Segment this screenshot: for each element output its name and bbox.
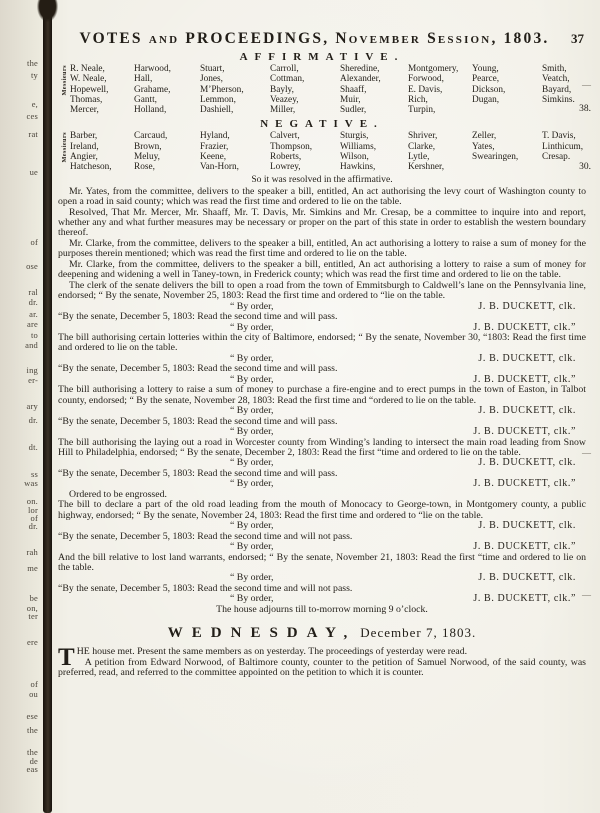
voter-name: Clarke, (408, 141, 436, 152)
body-paragraph: “By the senate, December 5, 1803: Read the second time and will pass. (58, 311, 338, 323)
margin-text-fragment: rat (28, 129, 38, 139)
voter-name: T. Davis, (542, 131, 576, 142)
margin-text-fragment: ral (28, 287, 38, 297)
margin-dash-mark: — (582, 590, 591, 600)
voter-name: Zeller, (472, 131, 497, 142)
body-paragraph: “By the senate, December 5, 1803: Read the second time and will not pass. (58, 530, 353, 542)
page-title: VOTES and PROCEEDINGS, November Session, 1803. (79, 30, 550, 47)
vote-column (542, 64, 575, 115)
voter-name: Simkins. (542, 94, 575, 105)
voter-name: Alexander, (340, 74, 381, 85)
vote-column (270, 64, 340, 115)
voter-name: Van-Horn, (200, 162, 239, 173)
page-header (58, 30, 586, 48)
margin-text-fragment: ere (27, 637, 38, 647)
body-paragraph: “By the senate, December 5, 1803: Read the second time and will pass. (58, 467, 338, 479)
voter-name: Bayard, (542, 84, 572, 95)
by-order-label: “ By order, (230, 572, 274, 584)
clerk-signature: J. B. DUCKETT, clk. (478, 520, 576, 532)
voter-name: Pearce, (472, 74, 500, 85)
dropcap-letter: T (58, 644, 75, 672)
voter-name: Montgomery, (408, 64, 459, 74)
negative-heading: NEGATIVE. (260, 118, 384, 131)
clerk-signature: J. B. DUCKETT, clk. (478, 352, 576, 364)
voter-name: Swearingen, (472, 152, 519, 163)
body-paragraph: “By the senate, December 5, 1803: Read the second time and will not pass. (58, 582, 353, 594)
vote-column (70, 131, 134, 172)
voter-name: Cresap. (542, 152, 571, 163)
voter-name: Cottman, (270, 74, 305, 85)
voter-name: Veatch, (542, 74, 570, 85)
margin-text-fragment: the (27, 747, 38, 757)
body-paragraph: Mr. Clarke, from the committee, delivers to the speaker a bill, entitled, An act authorising a lottery to raise a sum of money for the purposes therein mentioned; which was read the first time and ordered to lie on the table. (58, 237, 586, 260)
margin-text-fragment: on. (26, 496, 38, 506)
negative-table (61, 131, 591, 173)
margin-text-fragment: ose (26, 261, 38, 271)
voter-name: Young, (472, 64, 499, 74)
messieurs-label: Messieurs (61, 65, 68, 96)
voter-name: Ireland, (70, 141, 99, 152)
margin-text-fragment: eas (26, 764, 38, 774)
voter-name: Dashiell, (200, 105, 234, 116)
margin-text-fragment: de (29, 756, 38, 766)
order-line (58, 542, 586, 552)
voter-name: Thomas, (70, 94, 103, 105)
body-paragraph: The bill authorising the laying out a road in Worcester county from Winding’s landing to intersect the main road leading from Snow Hill to Philadelphia, endorsed; “ By the senate, December 2, 1803: Read the first “time and ordered to lie on the table. (58, 436, 586, 458)
margin-text-fragment: dr. (28, 297, 38, 307)
voter-name: Rich, (408, 94, 428, 105)
margin-text-fragment: lor (27, 505, 38, 515)
voter-name: E. Davis, (408, 84, 443, 95)
voter-name: Kershner, (408, 162, 445, 173)
voter-name: Calvert, (270, 131, 300, 142)
margin-text-fragment: er- (28, 375, 38, 385)
margin-text-fragment: ue (29, 167, 38, 177)
margin-dash-mark: — (582, 448, 591, 458)
by-order-label: “ By order, (230, 520, 274, 532)
voter-name: Brown, (134, 141, 162, 152)
by-order-label: “ By order, (230, 300, 274, 312)
voter-name: Carcaud, (134, 131, 168, 142)
voter-name: Gantt, (134, 94, 157, 105)
voter-name: Jones, (200, 74, 223, 85)
margin-text-fragment: ese (26, 711, 38, 721)
margin-text-fragment: dr. (28, 415, 38, 425)
voter-name: Wilson, (340, 152, 369, 163)
by-order-label: “ By order, (230, 352, 274, 364)
voter-name: W. Neale, (70, 74, 107, 85)
voter-name: Sturgis, (340, 131, 369, 142)
body-paragraph: Mr. Clarke, from the committee, delivers to the speaker a bill, entitled, An act authorising a lottery to raise a sum of money for deepening and widening a well in Taney-town, in Frederick county; which was read the first time and ordered to lie on the table. (58, 258, 586, 281)
voter-name: R. Neale, (70, 64, 105, 74)
voter-name: Linthicum, (542, 141, 584, 152)
vote-column (340, 131, 408, 172)
voter-name: Mercer, (70, 105, 99, 116)
body-paragraph: Resolved, That Mr. Mercer, Mr. Shaaff, Mr. T. Davis, Mr. Simkins and Mr. Cresap, be a committee to inquire into and report, whether any and what further measures may be necessary or proper on the part of this state in order to establish the western boundary thereof. (58, 206, 586, 239)
clerk-signature: J. B. DUCKETT, clk.” (473, 593, 576, 605)
proceedings-body (58, 187, 586, 616)
voter-name: Veazey, (270, 94, 299, 105)
margin-dash-mark: — (582, 80, 591, 90)
margin-text-fragment: e, (31, 99, 38, 109)
voter-name: Lytle, (408, 152, 430, 163)
wednesday-second-paragraph: A petition from Edward Norwood, of Baltimore county, counter to the petition of Samuel Norwood, of the said county, was preferred, read, and referred to the committee appointed on the petition to which it is counter. (58, 656, 586, 679)
margin-text-fragment: are (27, 319, 38, 329)
clerk-signature: J. B. DUCKETT, clk. (478, 405, 576, 417)
margin-text-fragment: dr. (28, 521, 38, 531)
affirmative-table (61, 64, 591, 116)
vote-column (472, 131, 542, 172)
resolution-line: So it was resolved in the affirmative. (251, 173, 393, 185)
wednesday-body (58, 644, 586, 679)
margin-text-fragment: dt. (28, 442, 38, 452)
voter-name: Grahame, (134, 84, 171, 95)
vote-column (408, 131, 472, 172)
wednesday-day-label: WEDNESDAY, (167, 625, 357, 642)
margin-text-fragment: me (27, 563, 38, 573)
page-content (58, 30, 591, 679)
margin-text-fragment: ou (29, 689, 38, 699)
clerk-signature: J. B. DUCKETT, clk.” (473, 321, 576, 333)
body-paragraph: The bill authorising a lottery to raise a sum of money to purchase a fire-engine and to erect pumps in the town of Easton, in Talbot county, endorsed; “ By the senate, November 28, 1803: Read the first time and “ordered to lie on the table. (58, 384, 586, 406)
by-order-label: “ By order, (230, 478, 274, 490)
vote-column (270, 131, 340, 172)
voter-name: Hyland, (200, 131, 230, 142)
clerk-signature: J. B. DUCKETT, clk.” (473, 426, 576, 438)
margin-text-fragment: ss (30, 469, 38, 479)
voter-name: Miller, (270, 105, 296, 116)
voter-name: Shriver, (408, 131, 438, 142)
body-paragraph: “By the senate, December 5, 1803: Read the second time and will pass. (58, 415, 338, 427)
margin-text-fragment: on, (26, 603, 38, 613)
vote-column (408, 64, 472, 115)
voter-name: Muir, (340, 94, 361, 105)
margin-text-fragment: of (30, 237, 38, 247)
by-order-label: “ By order, (230, 457, 274, 469)
voter-name: Yates, (472, 141, 495, 152)
voter-name: Williams, (340, 141, 377, 152)
voter-name: Dugan, (472, 94, 500, 105)
order-line (58, 427, 586, 437)
body-paragraph: And the bill relative to lost land warrants, endorsed; “ By the senate, November 21, 1803: Read the first “time and ordered to lie on the table. (58, 551, 586, 573)
by-order-label: “ By order, (230, 405, 274, 417)
binding-bar (43, 0, 52, 813)
voter-name: Thompson, (270, 141, 313, 152)
clerk-signature: J. B. DUCKETT, clk. (478, 572, 576, 584)
messieurs-label: Messieurs (61, 132, 68, 164)
voter-name: Holland, (134, 105, 167, 116)
clerk-signature: J. B. DUCKETT, clk.” (473, 373, 576, 385)
voter-name: Smith, (542, 64, 567, 74)
by-order-label: “ By order, (230, 373, 274, 385)
voter-name: Lemmon, (200, 94, 236, 105)
vote-column (134, 64, 200, 115)
by-order-label: “ By order, (230, 426, 274, 438)
affirmative-count: 38. (579, 104, 591, 115)
margin-text-fragment: be (29, 593, 38, 603)
margin-text-fragment: rah (26, 547, 38, 557)
voter-name: Harwood, (134, 64, 171, 74)
margin-text-fragment: ces (26, 111, 38, 121)
voter-name: Hawkins, (340, 162, 376, 173)
margin-text-fragment: ing (26, 365, 38, 375)
voter-name: Shaaff, (340, 84, 367, 95)
margin-text-fragment: of (30, 679, 38, 689)
by-order-label: “ By order, (230, 321, 274, 333)
vote-column (200, 131, 270, 172)
affirmative-heading: AFFIRMATIVE. (239, 51, 405, 63)
vote-column (200, 64, 270, 115)
body-paragraph: “By the senate, December 5, 1803: Read the second time and will pass. (58, 363, 338, 375)
margin-text-fragment: and (25, 340, 38, 350)
voter-name: Turpin, (408, 105, 436, 116)
negative-count: 30. (579, 161, 591, 172)
voter-name: Sudler, (340, 105, 367, 116)
margin-text-fragment: the (27, 725, 38, 735)
body-paragraph: The clerk of the senate delivers the bill to open a road from the town of Emmitsburgh to Caldwell’s lane on the Pennsylvania line, endorsed; “ By the senate, November 25, 1803: Read the first time and ordered to “lie on the table. (58, 279, 586, 302)
voter-name: Hopewell, (70, 84, 109, 95)
body-paragraph: The bill authorising certain lotteries within the city of Baltimore, endorsed; “ By the senate, November 30, “1803: Read the first time and ordered to lie on the table. (58, 332, 586, 354)
margin-text-fragment: of (30, 513, 38, 523)
margin-text-fragment: ary (26, 401, 38, 411)
vote-column (472, 64, 542, 115)
vote-column (340, 64, 408, 115)
paragraph-text: HE house met. Present the same members as on yesterday. The proceedings of yesterday were read. (76, 646, 468, 658)
voter-name: Hatcheson, (70, 162, 112, 173)
margin-text-fragment: ter (28, 611, 38, 621)
voter-name: Meluy, (134, 152, 160, 163)
by-order-label: “ By order, (230, 541, 274, 553)
voter-name: Hall, (134, 74, 153, 85)
clerk-signature: J. B. DUCKETT, clk.” (473, 541, 576, 553)
voter-name: Lowrey, (270, 162, 301, 173)
vote-column (70, 64, 134, 115)
voter-name: Frazier, (200, 141, 229, 152)
wednesday-date-label: December 7, 1803. (360, 625, 477, 641)
clerk-signature: J. B. DUCKETT, clk. (478, 457, 576, 469)
by-order-label: “ By order, (230, 593, 274, 605)
voter-name: Rose, (134, 162, 155, 173)
margin-text-fragment: to (30, 330, 38, 340)
voter-name: M’Pherson, (200, 84, 244, 95)
voter-name: Roberts, (270, 152, 302, 163)
voter-name: Stuart, (200, 64, 225, 74)
voter-name: Carroll, (270, 64, 299, 74)
page-number: 37 (571, 31, 584, 46)
body-paragraph: Ordered to be engrossed. (69, 488, 167, 500)
margin-text-fragment: ar. (29, 309, 38, 319)
voter-name: Keene, (200, 152, 227, 163)
vote-column (134, 131, 200, 172)
body-paragraph: Mr. Yates, from the committee, delivers to the speaker a bill, entitled, An act authorising the levy court of Washington county to open a road in said county; which was read the first time and ordered to lie on the table. (58, 185, 586, 208)
voter-name: Dickson, (472, 84, 506, 95)
margin-text-fragment: the (27, 58, 38, 68)
voter-name: Bayly, (270, 84, 294, 95)
voter-name: Barber, (70, 131, 98, 142)
voter-name: Sheredine, (340, 64, 380, 74)
clerk-signature: J. B. DUCKETT, clk. (478, 300, 576, 312)
voter-name: Forwood, (408, 74, 444, 85)
wednesday-heading (58, 624, 586, 642)
margin-text-fragment: ty (30, 70, 38, 80)
clerk-signature: J. B. DUCKETT, clk.” (473, 478, 576, 490)
body-paragraph: The house adjourns till to-morrow morning 9 o’clock. (216, 603, 428, 615)
margin-text-fragment: was (24, 478, 38, 488)
voter-name: Angier, (70, 152, 98, 163)
vote-column (542, 131, 583, 172)
body-paragraph: The bill to declare a part of the old road leading from the mouth of Monocacy to George-town, in Montgomery county, a public highway, endorsed; “ By the senate, November 24, 1803: Read the first time and ordered to “lie on the table. (58, 499, 586, 521)
